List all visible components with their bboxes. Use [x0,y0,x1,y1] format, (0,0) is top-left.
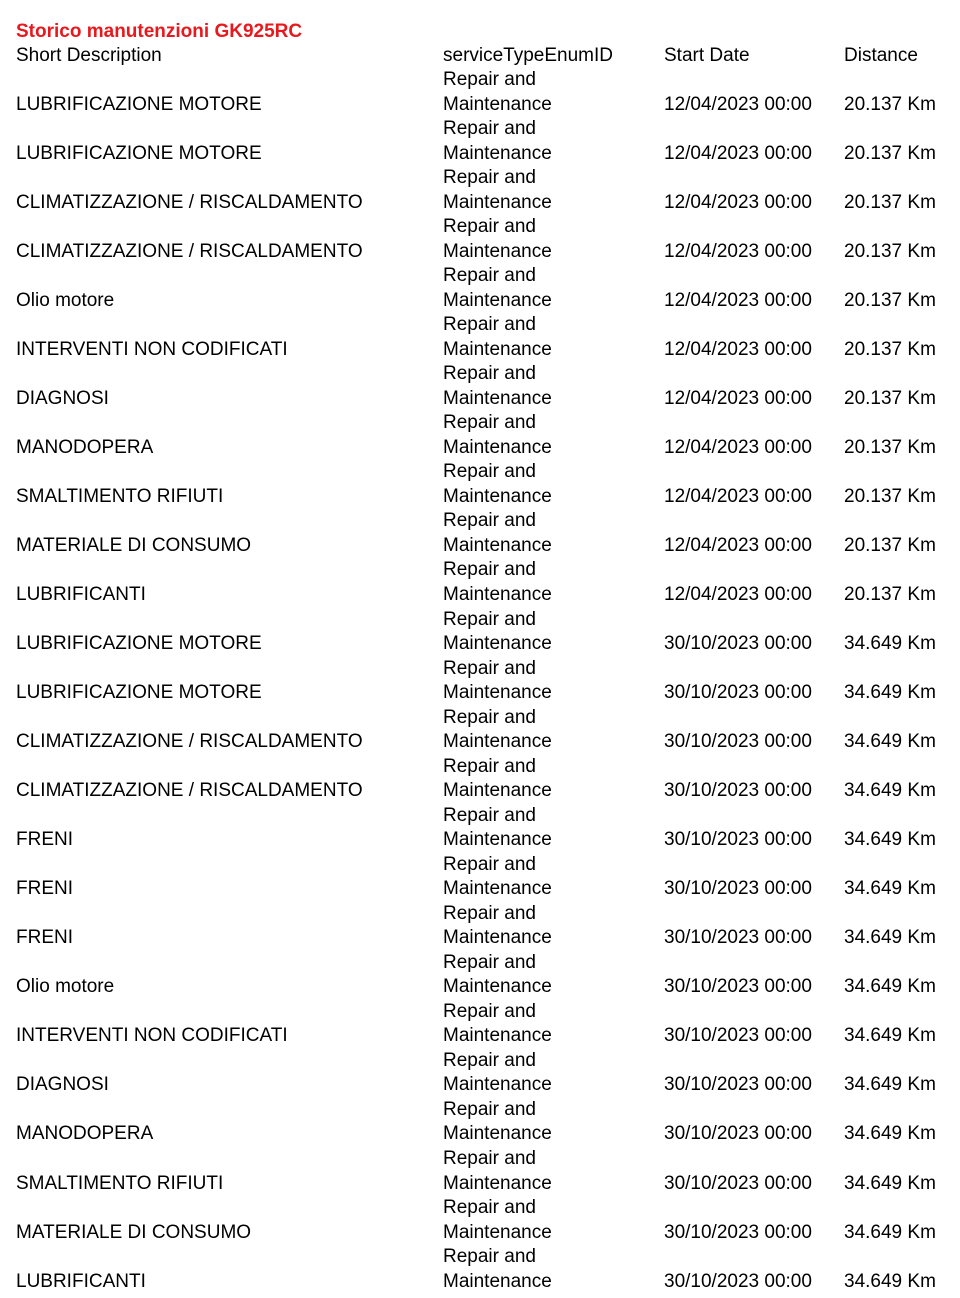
table-row [0,1049,960,1098]
row-distance: 34.649 Km [844,1074,936,1096]
row-service-type-line1: Repair and [443,363,536,385]
row-service-type-line1: Repair and [443,412,536,434]
row-start-date: 30/10/2023 00:00 [664,1123,812,1145]
row-service-type-line1: Repair and [443,167,536,189]
row-service-type-line1: Repair and [443,951,536,973]
row-start-date: 12/04/2023 00:00 [664,387,812,409]
row-service-type-line1: Repair and [443,559,536,581]
row-short-description: LUBRIFICANTI [16,1270,146,1292]
header-distance: Distance [844,45,918,66]
table-row [0,166,960,215]
row-short-description: SMALTIMENTO RIFIUTI [16,485,224,507]
row-service-type-line2: Maintenance [443,682,552,704]
row-start-date: 12/04/2023 00:00 [664,436,812,458]
row-service-type-line1: Repair and [443,216,536,238]
row-short-description: Olio motore [16,976,115,998]
maintenance-table-body [0,68,960,1294]
row-service-type-line2: Maintenance [443,387,552,409]
row-distance: 20.137 Km [844,338,936,360]
row-short-description: FRENI [16,829,73,851]
row-service-type-line1: Repair and [443,265,536,287]
row-short-description: LUBRIFICAZIONE MOTORE [16,142,262,164]
row-service-type-line2: Maintenance [443,534,552,556]
row-distance: 34.649 Km [844,1221,936,1243]
row-distance: 34.649 Km [844,731,936,753]
table-row [0,411,960,460]
row-start-date: 30/10/2023 00:00 [664,633,812,655]
table-row [0,362,960,411]
table-row [0,755,960,804]
row-start-date: 30/10/2023 00:00 [664,731,812,753]
row-distance: 34.649 Km [844,1025,936,1047]
row-service-type-line2: Maintenance [443,731,552,753]
row-service-type-line1: Repair and [443,510,536,532]
row-service-type-line2: Maintenance [443,633,552,655]
row-service-type-line2: Maintenance [443,338,552,360]
row-short-description: LUBRIFICANTI [16,583,146,605]
row-start-date: 30/10/2023 00:00 [664,1270,812,1292]
row-service-type-line1: Repair and [443,1246,536,1268]
row-start-date: 30/10/2023 00:00 [664,1025,812,1047]
row-service-type-line2: Maintenance [443,976,552,998]
row-short-description: CLIMATIZZAZIONE / RISCALDAMENTO [16,240,363,262]
row-service-type-line1: Repair and [443,118,536,140]
row-service-type-line2: Maintenance [443,1123,552,1145]
row-distance: 34.649 Km [844,780,936,802]
row-start-date: 12/04/2023 00:00 [664,191,812,213]
table-row [0,117,960,166]
table-row [0,558,960,607]
row-short-description: INTERVENTI NON CODIFICATI [16,1025,288,1047]
row-start-date: 12/04/2023 00:00 [664,289,812,311]
row-distance: 20.137 Km [844,583,936,605]
table-row [0,1000,960,1049]
row-start-date: 12/04/2023 00:00 [664,583,812,605]
row-service-type-line1: Repair and [443,1049,536,1071]
row-service-type-line1: Repair and [443,1000,536,1022]
table-row [0,1196,960,1245]
row-service-type-line2: Maintenance [443,1270,552,1292]
row-service-type-line1: Repair and [443,608,536,630]
row-start-date: 30/10/2023 00:00 [664,682,812,704]
row-service-type-line1: Repair and [443,706,536,728]
row-distance: 34.649 Km [844,633,936,655]
row-distance: 20.137 Km [844,289,936,311]
row-service-type-line2: Maintenance [443,1221,552,1243]
row-distance: 20.137 Km [844,240,936,262]
row-distance: 20.137 Km [844,485,936,507]
row-service-type-line2: Maintenance [443,93,552,115]
row-start-date: 12/04/2023 00:00 [664,93,812,115]
row-short-description: FRENI [16,927,73,949]
row-service-type-line2: Maintenance [443,436,552,458]
table-row [0,657,960,706]
row-service-type-line2: Maintenance [443,1074,552,1096]
table-row [0,313,960,362]
row-distance: 34.649 Km [844,878,936,900]
row-service-type-line2: Maintenance [443,1172,552,1194]
table-row [0,804,960,853]
row-service-type-line2: Maintenance [443,485,552,507]
row-start-date: 12/04/2023 00:00 [664,534,812,556]
report-title: Storico manutenzioni GK925RC [16,21,303,42]
row-short-description: CLIMATIZZAZIONE / RISCALDAMENTO [16,191,363,213]
row-service-type-line2: Maintenance [443,240,552,262]
row-service-type-line1: Repair and [443,461,536,483]
table-row [0,951,960,1000]
row-start-date: 12/04/2023 00:00 [664,338,812,360]
row-start-date: 30/10/2023 00:00 [664,1074,812,1096]
table-row [0,264,960,313]
row-distance: 20.137 Km [844,387,936,409]
row-short-description: DIAGNOSI [16,1074,109,1096]
row-service-type-line2: Maintenance [443,1025,552,1047]
row-service-type-line1: Repair and [443,1148,536,1170]
row-service-type-line2: Maintenance [443,780,552,802]
row-distance: 34.649 Km [844,1270,936,1292]
row-start-date: 30/10/2023 00:00 [664,829,812,851]
row-distance: 20.137 Km [844,534,936,556]
table-row [0,1098,960,1147]
row-service-type-line1: Repair and [443,314,536,336]
row-distance: 34.649 Km [844,927,936,949]
row-service-type-line1: Repair and [443,755,536,777]
row-service-type-line2: Maintenance [443,927,552,949]
row-short-description: CLIMATIZZAZIONE / RISCALDAMENTO [16,780,363,802]
header-start-date: Start Date [664,45,750,66]
row-service-type-line2: Maintenance [443,142,552,164]
row-start-date: 12/04/2023 00:00 [664,485,812,507]
row-start-date: 12/04/2023 00:00 [664,142,812,164]
row-start-date: 12/04/2023 00:00 [664,240,812,262]
row-short-description: INTERVENTI NON CODIFICATI [16,338,288,360]
row-short-description: LUBRIFICAZIONE MOTORE [16,682,262,704]
row-distance: 20.137 Km [844,93,936,115]
row-service-type-line1: Repair and [443,1197,536,1219]
row-service-type-line1: Repair and [443,902,536,924]
table-row [0,608,960,657]
row-distance: 34.649 Km [844,1172,936,1194]
table-row [0,1245,960,1294]
row-distance: 20.137 Km [844,436,936,458]
row-service-type-line1: Repair and [443,853,536,875]
row-service-type-line1: Repair and [443,657,536,679]
header-service-type: serviceTypeEnumID [443,45,614,66]
row-service-type-line1: Repair and [443,69,536,90]
table-row [0,1147,960,1196]
row-short-description: MANODOPERA [16,436,154,458]
row-short-description: LUBRIFICAZIONE MOTORE [16,633,262,655]
table-row [0,460,960,509]
table-row [0,68,960,117]
row-short-description: MANODOPERA [16,1123,154,1145]
row-start-date: 30/10/2023 00:00 [664,878,812,900]
table-header [0,44,960,69]
row-short-description: DIAGNOSI [16,387,109,409]
table-row [0,509,960,558]
row-service-type-line2: Maintenance [443,191,552,213]
row-short-description: SMALTIMENTO RIFIUTI [16,1172,224,1194]
row-distance: 20.137 Km [844,191,936,213]
row-service-type-line1: Repair and [443,804,536,826]
row-short-description: Olio motore [16,289,115,311]
row-distance: 34.649 Km [844,829,936,851]
row-short-description: FRENI [16,878,73,900]
row-service-type-line2: Maintenance [443,583,552,605]
table-row [0,902,960,951]
row-distance: 34.649 Km [844,682,936,704]
row-start-date: 30/10/2023 00:00 [664,1221,812,1243]
row-service-type-line2: Maintenance [443,878,552,900]
row-distance: 34.649 Km [844,1123,936,1145]
table-row [0,215,960,264]
table-row [0,853,960,902]
row-distance: 34.649 Km [844,976,936,998]
row-distance: 20.137 Km [844,142,936,164]
row-short-description: MATERIALE DI CONSUMO [16,534,252,556]
row-short-description: CLIMATIZZAZIONE / RISCALDAMENTO [16,731,363,753]
table-row [0,706,960,755]
row-service-type-line2: Maintenance [443,289,552,311]
row-start-date: 30/10/2023 00:00 [664,1172,812,1194]
row-start-date: 30/10/2023 00:00 [664,780,812,802]
row-short-description: MATERIALE DI CONSUMO [16,1221,252,1243]
row-service-type-line1: Repair and [443,1098,536,1120]
row-start-date: 30/10/2023 00:00 [664,976,812,998]
row-short-description: LUBRIFICAZIONE MOTORE [16,93,262,115]
row-service-type-line2: Maintenance [443,829,552,851]
header-short-description: Short Description [16,45,162,66]
row-start-date: 30/10/2023 00:00 [664,927,812,949]
